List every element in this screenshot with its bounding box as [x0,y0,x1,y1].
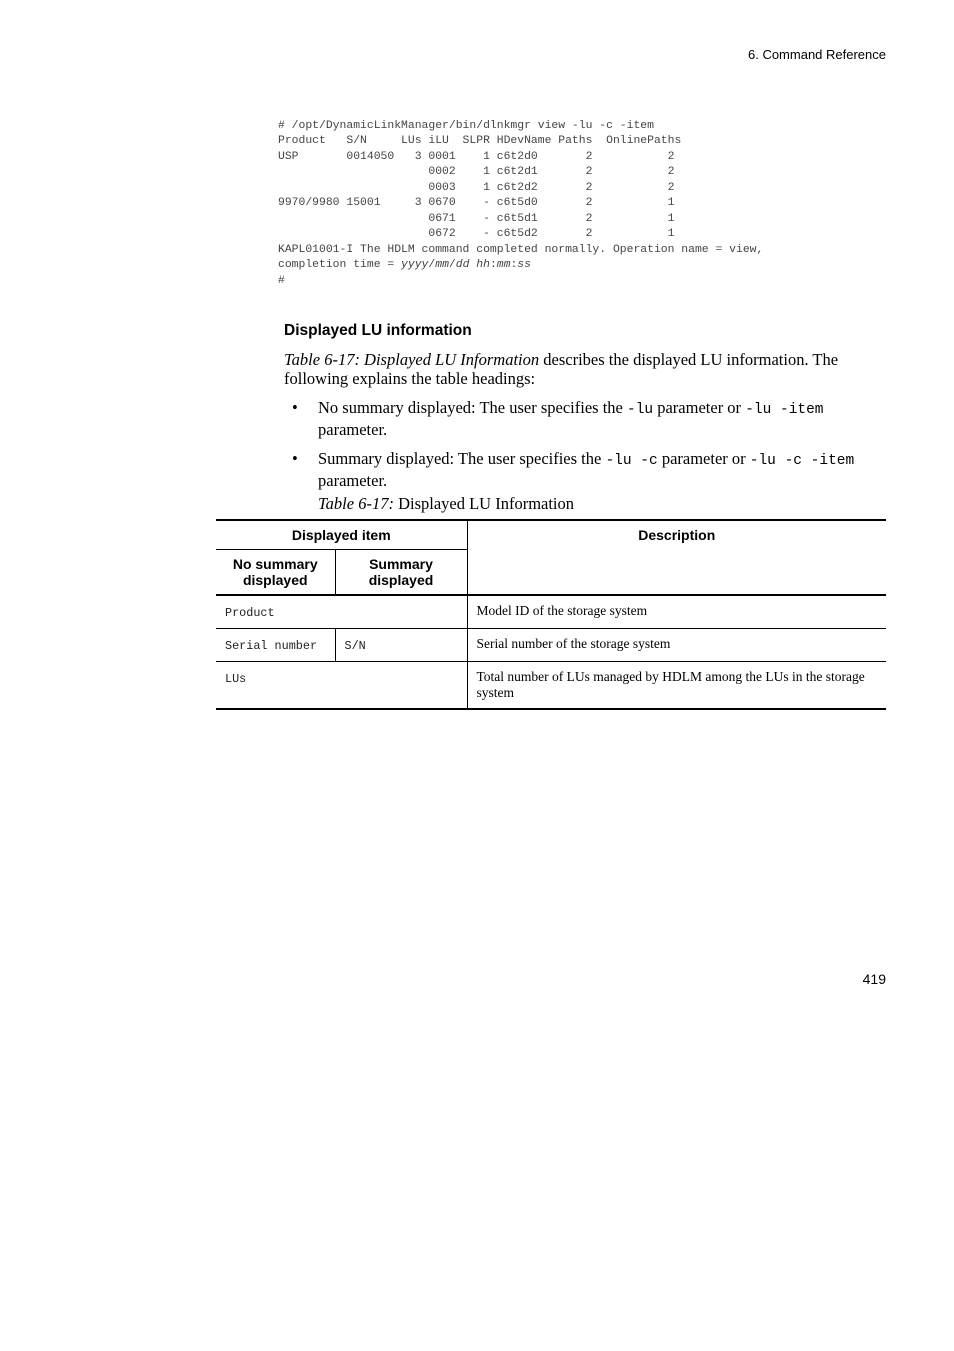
code-time-yyyy: yyyy [401,259,429,272]
code-line: 0672 - c6t5d2 2 1 [278,228,675,241]
table-reference: Table 6-17: Displayed LU Information [284,350,540,369]
bullet-dot: • [292,398,298,417]
intro-paragraph [284,350,888,388]
bullet-text: parameter. [318,420,388,439]
code-line: 0003 1 c6t2d2 2 2 [278,181,675,194]
code-time-dd: dd [455,259,470,272]
header-description: Description [467,520,886,550]
bullet-code: -lu -item [745,402,824,418]
list-item [292,449,888,490]
code-line: 0002 1 c6t2d1 2 2 [278,166,675,179]
cell-description: Total number of LUs managed by HDLM among the LUs in the storage system [467,662,886,710]
cell-summary: S/N [335,629,467,662]
caption-label: Table 6-17: [318,494,394,513]
section-title: Displayed LU information [284,322,472,339]
bullet-code: -lu -c [605,453,658,469]
code-line: completion time = [278,259,402,272]
bullet-dot: • [292,449,298,468]
code-line: # /opt/DynamicLinkManager/bin/dlnkmgr view -lu -c -item [278,120,654,132]
bullet-text: parameter or [657,449,750,468]
bullet-text: No summary displayed: The user specifies the [318,398,627,417]
header-description-spacer [467,550,886,596]
code-time-min: mm [496,259,511,272]
table-row [216,629,886,662]
list-item [292,398,888,439]
cell-no-summary: Serial number [216,629,335,662]
header-no-summary: No summary displayed [216,550,335,596]
intro-text: describes the displayed LU information. The following explains the table headings: [284,350,839,388]
page-number: 419 [862,971,886,987]
code-line: KAPL01001-I The HDLM command completed normally. Operation name = view, [278,243,764,256]
bullet-text: Summary displayed: The user specifies the [318,449,606,468]
table-row [216,662,886,710]
bullet-text: parameter. [318,471,388,490]
code-time-colon: : [510,259,518,272]
cell-item: LUs [216,662,467,710]
caption-title: Displayed LU Information [393,494,575,513]
running-header: 6. Command Reference [747,47,886,62]
code-line: 9970/9980 15001 3 0670 - c6t5d0 2 1 [278,197,675,210]
table-row [216,595,886,629]
bullet-list [292,398,888,500]
code-time-sep: / [448,259,456,272]
code-line: USP 0014050 3 0001 1 c6t2d0 2 2 [278,150,675,163]
lu-information-table [216,519,886,710]
code-time-sep: / [428,259,436,272]
code-line: Product S/N LUs iLU SLPR HDevName Paths OnlinePaths [278,135,682,148]
cell-item: Product [216,595,467,629]
bullet-code: -lu -c -item [749,453,855,469]
header-summary: Summary displayed [335,550,467,596]
header-displayed-item: Displayed item [216,520,467,550]
code-time-hh: hh [476,259,490,272]
code-time-ss: ss [517,259,531,272]
code-line: # [278,274,285,287]
code-time-colon: : [489,259,497,272]
bullet-text: parameter or [653,398,746,417]
cell-description: Serial number of the storage system [467,629,886,662]
code-time-mm: mm [435,259,449,272]
code-example [278,119,763,289]
cell-description: Model ID of the storage system [467,595,886,629]
bullet-code: -lu [627,402,654,418]
code-line: 0671 - c6t5d1 2 1 [278,212,675,225]
table-caption [318,494,574,514]
